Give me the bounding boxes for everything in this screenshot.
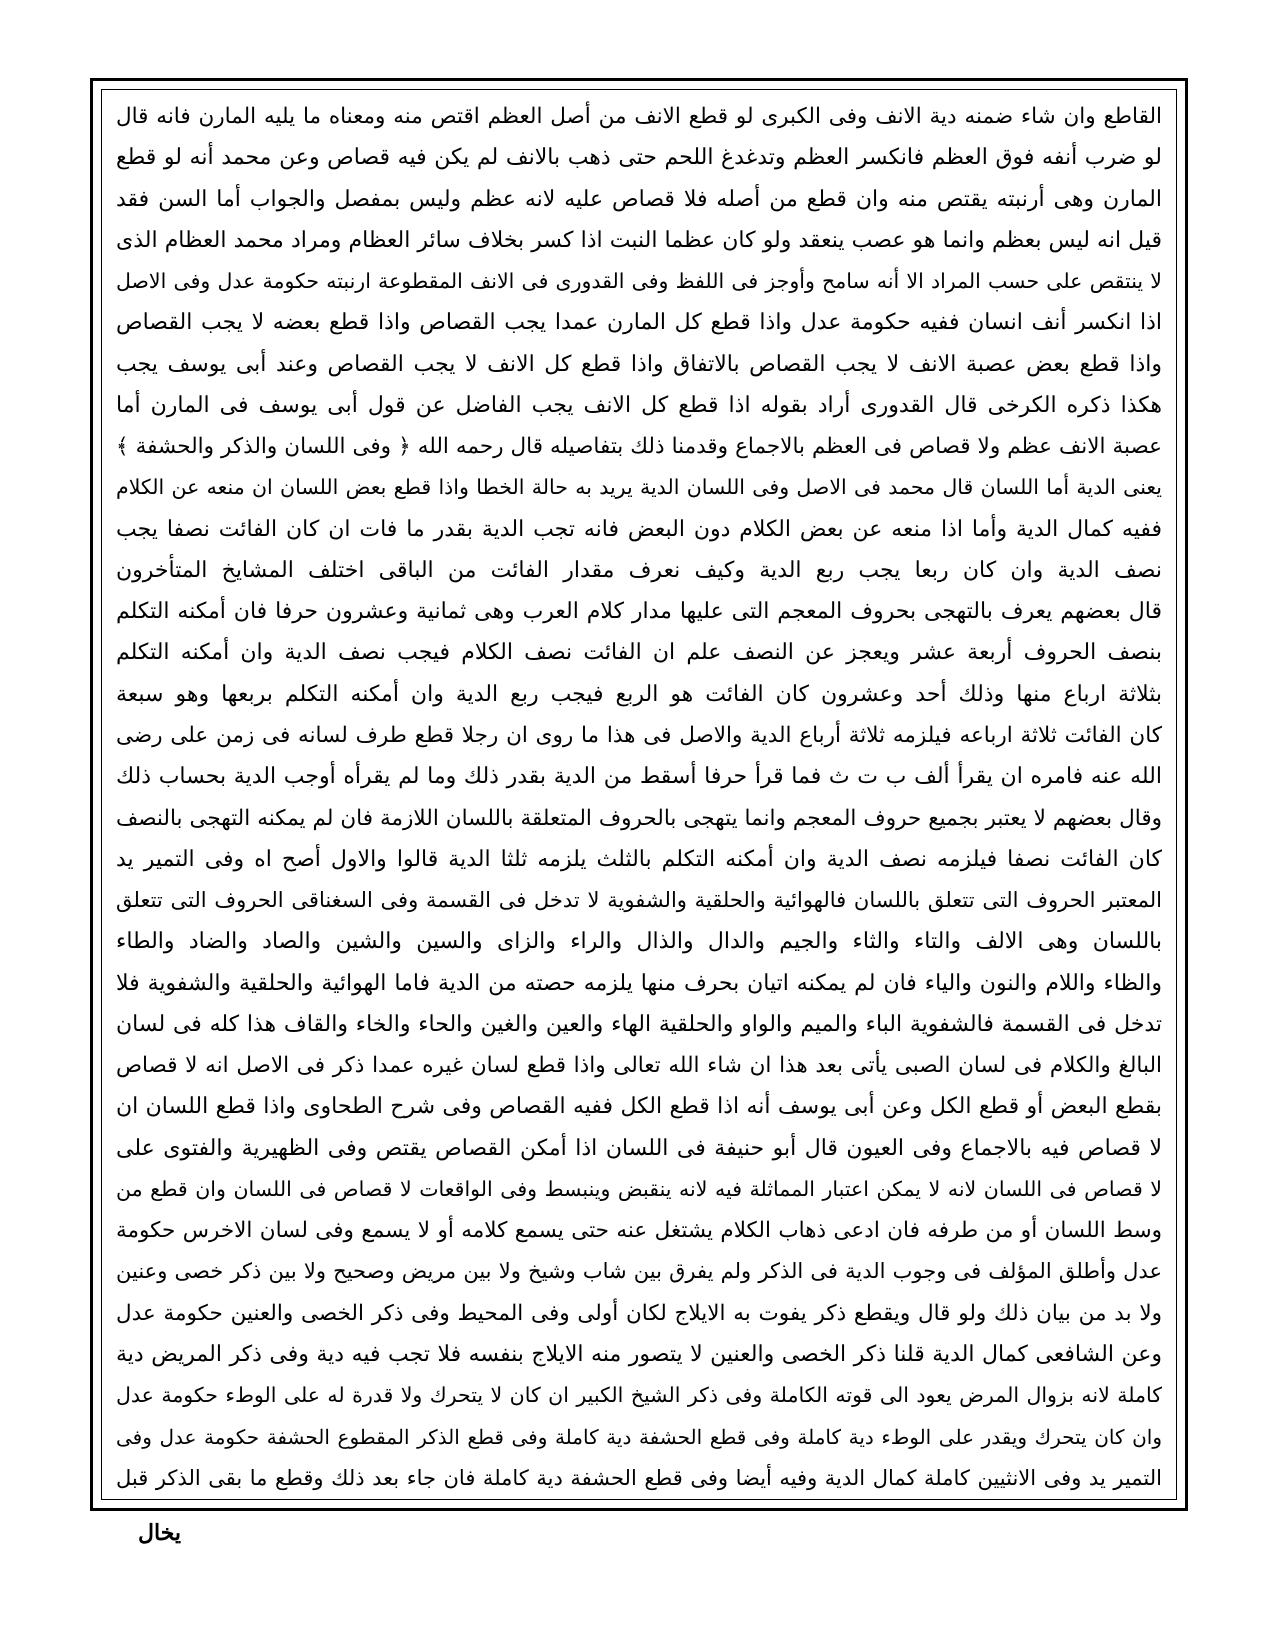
main-text-block	[116, 100, 1162, 1495]
text-line: ولا بد من بيان ذلك ولو قال ويقطع ذكر يفوت به الايلاج لكان أولى وفى المحيط وفى ذكر الخصى والعنين حكومة عدل	[116, 1300, 1162, 1326]
text-line: المارن وهى أرنبته يقتص منه وان قطع من أصله فلا قصاص عليه لانه عظم وليس بمفصل والجواب أما السن فقد	[116, 186, 1162, 212]
text-line: قيل انه ليس بعظم وانما هو عصب ينعقد ولو كان عظما النبت اذا كسر بخلاف سائر العظام ومراد محمد العظام الذى	[116, 227, 1162, 253]
text-line: وعن الشافعى كمال الدية قلنا ذكر الخصى والعنين لا يتصور منه الايلاج بنفسه فلا تجب فيه دية وفى ذكر المريض دية	[116, 1341, 1162, 1367]
text-line: البالغ والكلام فى لسان الصبى يأتى بعد هذا ان شاء الله تعالى واذا قطع لسان غيره عمدا ذكر فى الاصل انه لا قصاص	[116, 1053, 1162, 1079]
text-line: وان كان يتحرك ويقدر على الوطء دية كاملة وفى قطع الحشفة دية كاملة وفى قطع الذكر المقطوع الحشفة حكومة عدل وفى	[116, 1424, 1162, 1449]
text-line: نصف الدية وان كان ربعا يجب ربع الدية وكيف نعرف مقدار الفائت من الباقى اختلف المشايخ المتأخرون	[116, 557, 1162, 583]
text-line: واذا قطع بعض عصبة الانف لا يجب القصاص بالاتفاق واذا قطع كل الانف لا يجب القصاص وعند أبى يوسف يجب	[116, 351, 1162, 377]
text-line: وسط اللسان أو من طرفه فان ادعى ذهاب الكلام يشتغل عنه حتى يسمع كلامه أو لا يسمع وفى لسان الاخرس حكومة	[116, 1218, 1162, 1244]
text-line: تدخل فى القسمة فالشفوية الباء والميم والواو والحلقية الهاء والعين والغين والحاء والخاء والقاف هذا كله فى لسان	[116, 1011, 1162, 1037]
text-line: التمير يد وفى الانثيين كاملة كمال الدية وفيه أيضا وفى قطع الحشفة دية كاملة فان جاء بعد ذلك وقطع ما بقى الذكر قبل	[116, 1465, 1162, 1490]
text-line: المعتبر الحروف التى تتعلق باللسان فالهوائية والحلقية والشفوية لا تدخل فى القسمة وفى السغناقى الحروف التى تتعلق	[116, 888, 1162, 913]
text-line: القاطع وان شاء ضمنه دية الانف وفى الكبرى لو قطع الانف من أصل العظم اقتص منه ومعناه ما يليه المارن فانه قال	[116, 104, 1162, 129]
text-line: لو ضرب أنفه فوق العظم فانكسر العظم وتدغدغ اللحم حتى ذهب بالانف لم يكن فيه قصاص وعن محمد أنه لو قطع	[116, 145, 1162, 171]
text-line: هكذا ذكره الكرخى قال القدورى أراد بقوله اذا قطع كل الانف يجب الفاضل عن قول أبى يوسف فى المارن أما	[116, 392, 1162, 418]
text-line: كاملة لانه بزوال المرض يعود الى قوته الكاملة وفى ذكر الشيخ الكبير ان كان لا يتحرك ولا قدرة له على الوطء حكومة عدل	[116, 1383, 1162, 1408]
text-line: ففيه كمال الدية وأما اذا منعه عن بعض الكلام دون البعض فانه تجب الدية بقدر ما فات ان كان الفائت نصفا يجب	[116, 516, 1162, 542]
text-line: باللسان وهى الالف والتاء والثاء والجيم والدال والذال والراء والزاى والسين والشين والصاد والضاد والطاء	[116, 929, 1162, 955]
text-line: يعنى الدية أما اللسان قال محمد فى الاصل وفى اللسان الدية يريد به حالة الخطا واذا قطع بعض اللسان ان منعه عن الكلام	[116, 475, 1162, 500]
text-line: وقال بعضهم لا يعتبر بجميع حروف المعجم وانما يتهجى بالحروف المتعلقة باللسان اللازمة فان لم يمكنه التهجى بالنصف	[116, 805, 1162, 831]
text-line: عصبة الانف عظم ولا قصاص فى العظم بالاجماع وقدمنا ذلك بتفاصيله قال رحمه الله ﴿ وفى اللسان والذكر والحشفة ﴾	[116, 434, 1162, 460]
text-line: لا قصاص فى اللسان لانه لا يمكن اعتبار المماثلة فيه لانه ينقبض وينبسط وفى الواقعات لا قصاص فى اللسان وان قطع من	[116, 1176, 1162, 1201]
text-line: عدل وأطلق المؤلف فى وجوب الدية فى الذكر ولم يفرق بين شاب وشيخ ولا بين مريض وصحيح ولا بين ذكر خصى وعنين	[116, 1259, 1162, 1284]
text-line: الله عنه فامره ان يقرأ ألف ب ت ث فما قرأ حرفا أسقط من الدية بقدر ذلك وما لم يقرأه أوجب الدية بحساب ذلك	[116, 764, 1162, 790]
page-border	[90, 78, 1188, 1511]
text-line: لا ينتقص على حسب المراد الا أنه سامح وأوجز فى اللفظ وفى القدورى فى الانف المقطوعة ارنبته حكومة عدل وفى الاصل	[116, 269, 1162, 294]
text-line: بنصف الحروف أربعة عشر ويعجز عن النصف علم ان الفائت نصف الكلام فيجب نصف الدية وان أمكنه التكلم	[116, 640, 1162, 666]
catchword: يخال	[138, 1520, 182, 1546]
text-line: بثلاثة ارباع منها وذلك أحد وعشرون كان الفائت هو الربع فيجب ربع الدية وان أمكنه التكلم بربعها وهو سبعة	[116, 681, 1162, 707]
text-line: كان الفائت نصفا فيلزمه نصف الدية وان أمكنه التكلم بالثلث يلزمه ثلثا الدية قالوا والاول أصح اه وفى التمير يد	[116, 846, 1162, 872]
text-line: لا قصاص فيه بالاجماع وفى العيون قال أبو حنيفة فى اللسان اذا أمكن القصاص يقتص وفى الظهيرية والفتوى على	[116, 1135, 1162, 1161]
page-inner-border	[101, 89, 1177, 1500]
text-line: كان الفائت ثلاثة ارباعه فيلزمه ثلاثة أرباع الدية والاصل فى هذا ما روى ان رجلا قطع طرف لسانه فى زمن على رضى	[116, 722, 1162, 748]
text-line: والظاء واللام والنون والياء فان لم يمكنه اتيان بحرف منها يلزمه حصته من الدية فاما الهوائية والحلقية والشفوية فلا	[116, 970, 1162, 996]
text-line: اذا انكسر أنف انسان ففيه حكومة عدل واذا قطع كل المارن عمدا يجب القصاص واذا قطع بعضه لا يجب القصاص	[116, 310, 1162, 336]
text-line: قال بعضهم يعرف بالتهجى بحروف المعجم التى عليها مدار كلام العرب وهى ثمانية وعشرون حرفا فان أمكنه التكلم	[116, 599, 1162, 625]
text-line: بقطع البعض أو قطع الكل وعن أبى يوسف أنه اذا قطع الكل ففيه القصاص وفى شرح الطحاوى واذا قطع اللسان ان	[116, 1094, 1162, 1120]
